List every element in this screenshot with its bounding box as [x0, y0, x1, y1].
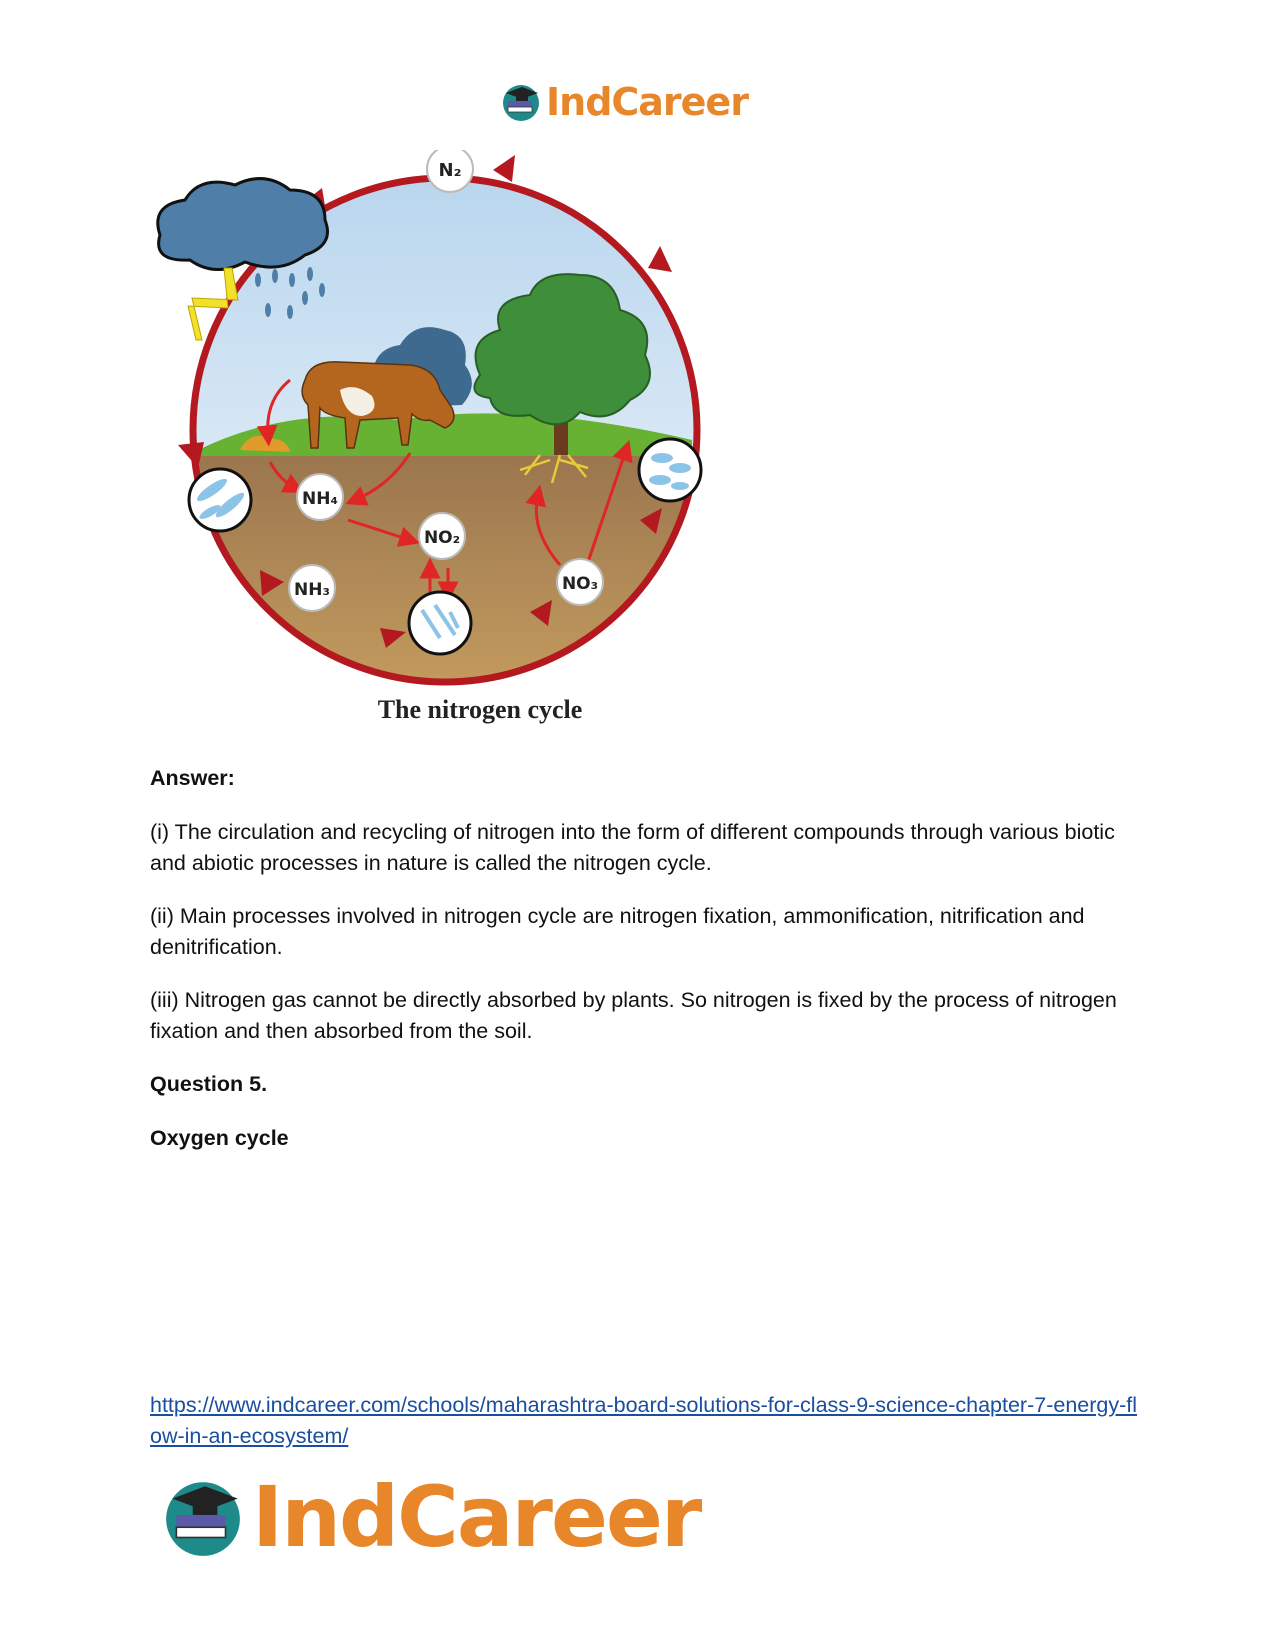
node-no3	[557, 559, 603, 605]
svg-text:NO₃: NO₃	[561, 574, 599, 594]
bacteria-icon	[409, 592, 471, 654]
answer-paragraph-ii: (ii) Main processes involved in nitrogen cycle are nitrogen fixation, ammonification, nitrification and denitrification.	[150, 904, 1085, 959]
answer-paragraph-i: (i) The circulation and recycling of nitrogen into the form of different compounds through various biotic and abiotic processes in nature is called the nitrogen cycle.	[150, 820, 1115, 875]
svg-text:NH₃: NH₃	[294, 580, 330, 600]
node-nh4	[297, 474, 343, 520]
graduation-cap-icon	[160, 1474, 246, 1560]
node-n2	[427, 150, 473, 192]
node-nh3	[289, 565, 335, 611]
node-no2	[419, 513, 465, 559]
footer-logo	[160, 1468, 700, 1566]
nitrogen-cycle-diagram	[140, 150, 740, 700]
answer-paragraph-iii: (iii) Nitrogen gas cannot be directly absorbed by plants. So nitrogen is fixed by the process of nitrogen fixation and then absorbed from the soil.	[150, 988, 1117, 1043]
svg-text:NH₄: NH₄	[302, 489, 338, 509]
logo-wordmark: IndCareer	[252, 1468, 701, 1566]
question-heading: Question 5.	[150, 1072, 268, 1096]
source-link[interactable]: https://www.indcareer.com/schools/maharashtra-board-solutions-for-class-9-science-chapter-7-energy-flow-in-an-ecosystem/	[150, 1393, 1138, 1448]
header-logo	[500, 80, 748, 124]
answer-heading: Answer:	[150, 766, 235, 790]
bacteria-icon	[189, 469, 251, 531]
svg-text:N₂: N₂	[438, 160, 462, 181]
graduation-cap-icon	[500, 81, 542, 123]
svg-text:NO₂: NO₂	[423, 528, 461, 548]
figure-caption: The nitrogen cycle	[377, 695, 583, 724]
logo-wordmark: IndCareer	[546, 80, 748, 124]
topic-heading: Oxygen cycle	[150, 1126, 289, 1150]
bacteria-icon	[639, 439, 701, 501]
